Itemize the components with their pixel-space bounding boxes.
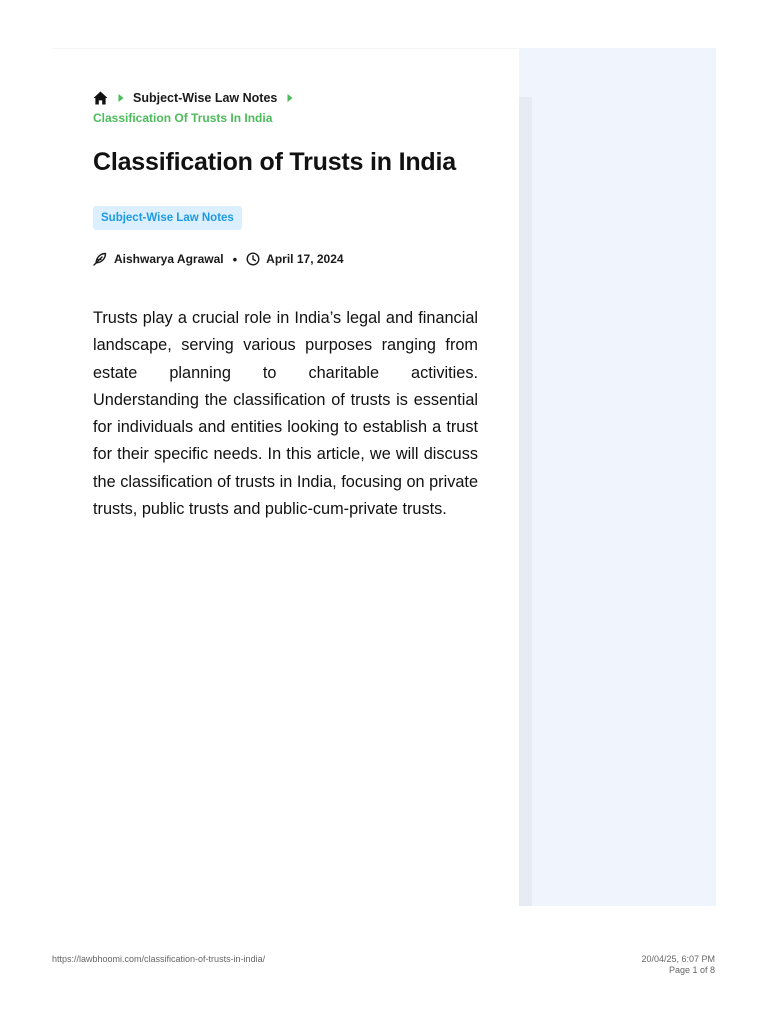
sidebar-panel: [519, 48, 716, 906]
breadcrumb-link-subject-wise[interactable]: Subject-Wise Law Notes: [133, 91, 278, 105]
meta-separator: •: [232, 251, 238, 267]
clock-icon: [246, 252, 260, 266]
publish-date: April 17, 2024: [266, 252, 344, 266]
card-border: [52, 48, 519, 49]
article-meta: [93, 251, 344, 267]
footer-url: https://lawbhoomi.com/classification-of-trusts-in-india/: [52, 954, 266, 964]
breadcrumb-row: [93, 90, 493, 106]
breadcrumb: [93, 90, 493, 125]
footer-meta: [641, 954, 715, 976]
breadcrumb-current: Classification Of Trusts In India: [93, 111, 273, 125]
page-title: Classification of Trusts in India: [93, 148, 456, 176]
article-body: Trusts play a crucial role in India’s legal and financial landscape, serving various purposes ranging from estate planning to charitable activities. Understanding the classification of trusts is essential for individuals and entities looking to establish a trust for their specific needs. In this article, we will discuss the classification of trusts in India, focusing on private trusts, public trusts and public-cum-private trusts.: [93, 309, 478, 519]
feather-icon: [93, 252, 107, 266]
author-name[interactable]: Aishwarya Agrawal: [114, 252, 224, 266]
chevron-right-icon: [286, 93, 294, 103]
chevron-right-icon: [117, 93, 125, 103]
article-card: [52, 48, 519, 906]
category-badge[interactable]: Subject-Wise Law Notes: [93, 206, 242, 230]
footer-datetime: 20/04/25, 6:07 PM: [641, 954, 715, 964]
page-frame: [52, 48, 716, 906]
sidebar-strip: [519, 97, 532, 906]
home-icon[interactable]: [93, 91, 108, 105]
footer-page-number: Page 1 of 8: [668, 965, 715, 975]
